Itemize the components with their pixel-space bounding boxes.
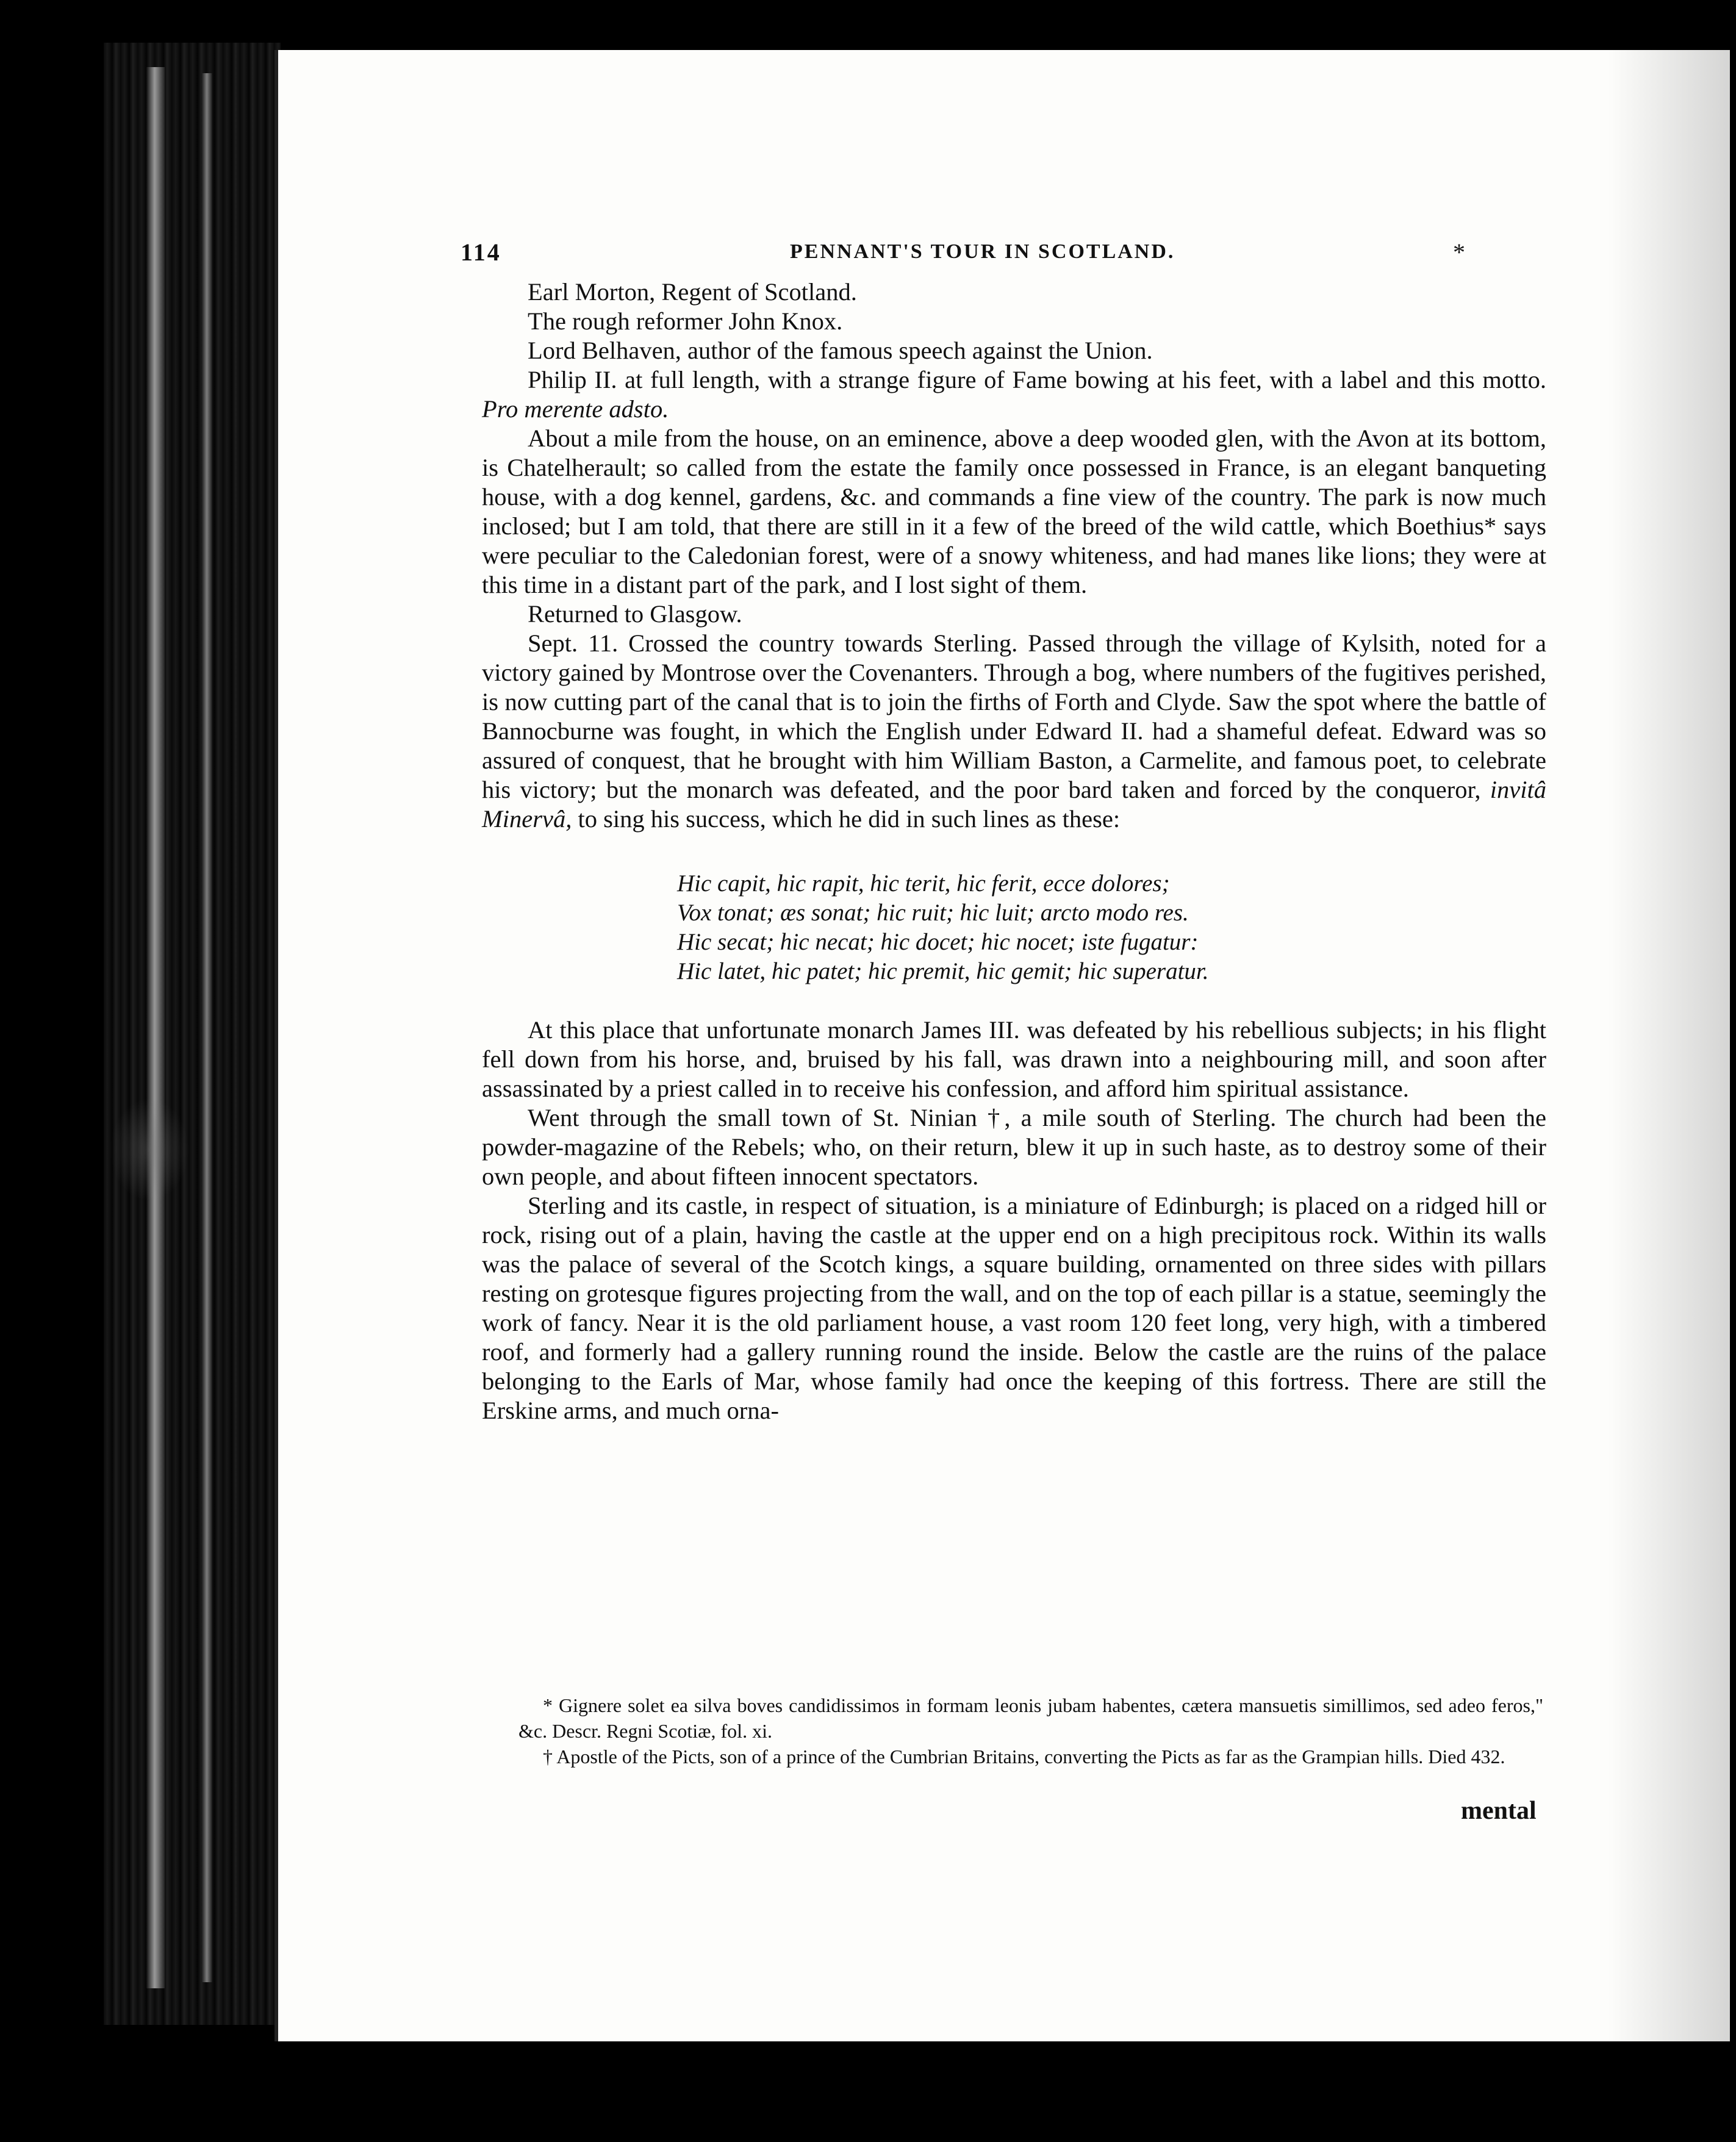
binding-highlight bbox=[201, 73, 212, 1982]
paragraph-james: At this place that unfortunate monarch James III. was defeated by his rebellious subjects; in his flight fell down from his horse, and, bruised by his fall, was drawn into a neighbouring mill, and soon after assassinated by a priest called in to receive his confession, and afford him spiritual assistance. bbox=[482, 1016, 1546, 1102]
footnotes bbox=[518, 1692, 1543, 1769]
page-gutter-shadow bbox=[1608, 50, 1730, 2041]
latin-verse bbox=[677, 869, 1546, 986]
verse-line: Hic capit, hic rapit, hic terit, hic ferit, ecce dolores; bbox=[677, 870, 1170, 897]
portrait-entry: Lord Belhaven, author of the famous speech against the Union. bbox=[528, 337, 1153, 364]
paragraph-ninian: Went through the small town of St. Ninian †, a mile south of Sterling. The church had been the powder-magazine of the Rebels; who, on their return, blew it up in such haste, as to destroy some of their own people, and about fifteen innocent spectators. bbox=[482, 1104, 1546, 1190]
book-binding-edge bbox=[104, 43, 281, 2025]
paragraph-chatelherault: About a mile from the house, on an eminence, above a deep wooded glen, with the Avon at its bottom, is Chatelherault; so called from the estate the family once possessed in France, is an elegant banqueting house, with a dog kennel, gardens, &c. and commands a fine view of the country. The park is now much inclosed; but I am told, that there are still in it a few of the breed of the wild cattle, which Boethius* says were peculiar to the Caledonian forest, were of a snowy whiteness, and had manes like lions; they were at this time in a distant part of the park, and I lost sight of them. bbox=[482, 424, 1546, 598]
paragraph-returned: Returned to Glasgow. bbox=[528, 600, 742, 628]
running-head: PENNANT'S TOUR IN SCOTLAND. bbox=[790, 240, 1175, 263]
main-text bbox=[482, 278, 1546, 1425]
philip-text: Philip II. at full length, with a strange figure of Fame bowing at his feet, with a label and this motto. bbox=[528, 366, 1546, 393]
page-header bbox=[461, 238, 1467, 268]
sept-italic-phrase: invitâ Minervâ, bbox=[482, 776, 1546, 833]
sept-text-start: Sept. 11. Crossed the country towards Sterling. Passed through the village of Kylsith, noted for a victory gained by Montrose over the Covenanters. Through a bog, where numbers of the fugitives perished, is now cutting part of the canal that is to join the firths of Forth and Clyde. Saw the spot where the battle of Bannocburne was fought, in which the English under Edward II. had a shameful defeat. Edward was so assured of conquest, that he brought with him William Baston, a Carmelite, and famous poet, to celebrate his victory; but the monarch was defeated, and the poor bard taken and forced by the conqueror, bbox=[482, 629, 1546, 803]
philip-motto: Pro merente adsto. bbox=[482, 395, 669, 423]
portrait-entry: Earl Morton, Regent of Scotland. bbox=[528, 278, 857, 306]
paragraph-sept bbox=[482, 629, 1546, 834]
footnote: † Apostle of the Picts, son of a prince of the Cumbrian Britains, converting the Picts as far as the Grampian hills. Died 432. bbox=[543, 1746, 1505, 1768]
binding-highlight bbox=[146, 67, 165, 1988]
portrait-entry: The rough reformer John Knox. bbox=[528, 307, 843, 335]
header-mark: * bbox=[1453, 238, 1467, 266]
page-stain bbox=[110, 1098, 189, 1202]
page-number: 114 bbox=[461, 238, 501, 266]
verse-line: Hic secat; hic necat; hic docet; hic nocet; iste fugatur: bbox=[677, 929, 1199, 955]
paragraph-philip bbox=[482, 365, 1546, 424]
verse-line: Vox tonat; æs sonat; hic ruit; hic luit; arcto modo res. bbox=[677, 900, 1189, 926]
verse-line: Hic latet, hic patet; hic premit, hic gemit; hic superatur. bbox=[677, 958, 1209, 984]
paragraph-sterling: Sterling and its castle, in respect of situation, is a miniature of Edinburgh; is placed on a ridged hill or rock, rising out of a plain, having the castle at the upper end on a high precipitous rock. Within its walls was the palace of several of the Scotch kings, a square building, ornamented on three sides with pillars resting on grotesque figures projecting from the wall, and on the top of each pillar is a statue, seemingly the work of fancy. Near it is the old parliament house, a vast room 120 feet long, very high, with a timbered roof, and formerly had a gallery running round the inside. Below the castle are the ruins of the palace belonging to the Earls of Mar, whose family had once the keeping of this fortress. There are still the Erskine arms, and much orna- bbox=[482, 1192, 1546, 1424]
footnote: * Gignere solet ea silva boves candidissimos in formam leonis jubam habentes, cætera mansuetis simillimos, sed adeo feros," &c. Descr. Regni Scotiæ, fol. xi. bbox=[518, 1694, 1543, 1742]
catchword: mental bbox=[1461, 1797, 1537, 1825]
sept-text-end: to sing his success, which he did in such lines as these: bbox=[578, 805, 1121, 833]
